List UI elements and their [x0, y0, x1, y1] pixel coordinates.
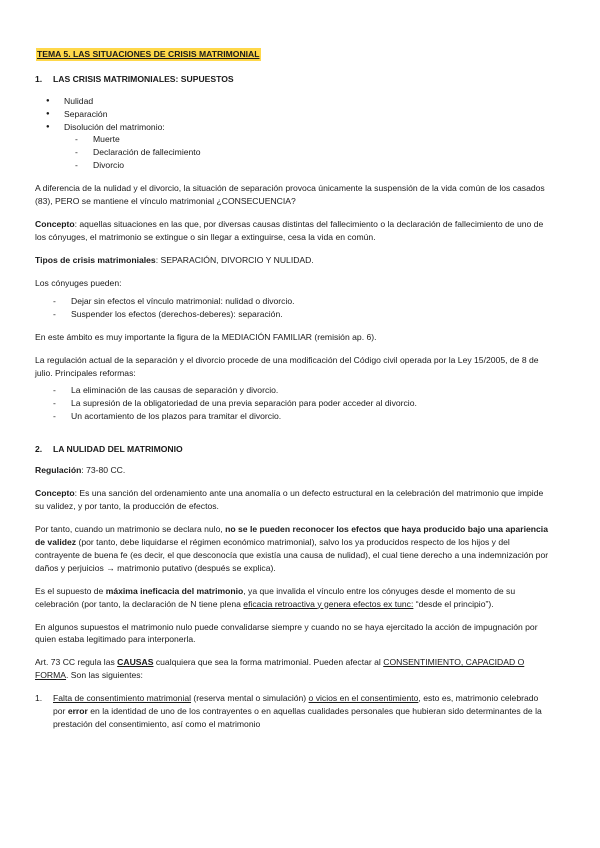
- text-run: “desde el principio”).: [413, 598, 494, 609]
- list-item: - Dejar sin efectos el vínculo matrimonial: nulidad o divorcio.: [35, 295, 550, 308]
- list-item: ● Nulidad: [35, 95, 550, 108]
- regulacion-nulidad-paragraph: [35, 464, 550, 477]
- regulacion-label: Regulación: [35, 465, 82, 476]
- text-run: en la identidad de uno de los contrayentes o en aquellas cualidades personales que hubieran sido determinantes de la prestación del consentimiento, así como el matrimonio: [53, 705, 542, 729]
- conyuges-intro: Los cónyuges pueden:: [35, 277, 122, 288]
- regulacion-paragraph: La regulación actual de la separación y el divorcio procede de una modificación del Código civil operada por la Ley 15/2005, de 8 de julio. Principales reformas:: [35, 355, 539, 379]
- list-item: - Muerte: [35, 133, 550, 146]
- dissolution-sublist: [35, 133, 550, 172]
- tipos-label: Tipos de crisis matrimoniales: [35, 254, 156, 265]
- section-2-heading: [35, 443, 550, 456]
- efectos-paragraph: [35, 523, 550, 575]
- bold-run: error: [67, 705, 88, 716]
- section-2-title: LA NULIDAD DEL MATRIMONIO: [53, 443, 183, 454]
- bold-underlined-run: CAUSAS: [117, 657, 154, 668]
- underlined-run: CONSENTIMIENTO, CAPACIDAD O FORMA: [35, 657, 525, 681]
- text-run: Es el supuesto de: [35, 585, 106, 596]
- concepto-label: Concepto: [35, 488, 75, 499]
- bold-run: no se le pueden reconocer los efectos que haya producido bajo una apariencia de validez: [35, 524, 548, 548]
- underlined-run: Falta de consentimiento matrimonial: [53, 693, 192, 704]
- underlined-run: o vicios en el consentimiento: [308, 693, 419, 704]
- list-item: - La eliminación de las causas de separación y divorcio.: [35, 384, 550, 397]
- text-run: Art. 73 CC regula las: [35, 657, 118, 668]
- item-text: [53, 692, 550, 731]
- list-item: - La supresión de la obligatoriedad de una previa separación para poder acceder al divorcio.: [35, 397, 550, 410]
- section-2-number: 2.: [35, 443, 43, 454]
- list-item: - Un acortamiento de los plazos para tramitar el divorcio.: [35, 410, 550, 423]
- separation-paragraph: A diferencia de la nulidad y el divorcio, la situación de separación provoca únicamente la suspensión de la vida común de los casados (83), PERO se mantiene el vínculo matrimonial ¿CONSECUENCIA?: [35, 183, 545, 207]
- conyuges-list: [35, 295, 550, 321]
- concepto-text: : Es una sanción del ordenamiento ante una anomalía o un defecto estructural en la celebración del matrimonio que impide su validez, y por tanto, la producción de efectos.: [35, 488, 544, 512]
- list-item: ● Separación: [35, 108, 550, 121]
- tipos-paragraph: [35, 254, 550, 267]
- document-title: TEMA 5. LAS SITUACIONES DE CRISIS MATRIMONIAL: [37, 49, 260, 59]
- concepto-label: Concepto: [35, 218, 75, 229]
- bold-run: máxima ineficacia del matrimonio: [105, 585, 244, 596]
- list-item: - Suspender los efectos (derechos-deberes): separación.: [35, 308, 550, 321]
- concepto-text: : aquellas situaciones en las que, por diversas causas distintas del fallecimiento o la declaración de fallecimiento de uno de los cónyuges, el matrimonio se extingue o sin llegar a extinguirse, cesa la vida en común.: [35, 218, 544, 242]
- text-run: cualquiera que sea la forma matrimonial. Pueden afectar al: [153, 657, 384, 668]
- ineficacia-paragraph: [35, 585, 550, 611]
- text-run: , esto es, matrimonio celebrado por: [53, 693, 539, 716]
- regulacion-text: : 73-80 CC.: [81, 465, 126, 476]
- section-1-title: LAS CRISIS MATRIMONIALES: SUPUESTOS: [53, 73, 234, 84]
- text-run: (reserva mental o simulación): [191, 693, 309, 704]
- list-item: - Divorcio: [35, 159, 550, 172]
- reformas-list: [35, 384, 550, 423]
- list-item: - Declaración de fallecimiento: [35, 146, 550, 159]
- concepto-nulidad-paragraph: [35, 487, 550, 513]
- text-run: , ya que invalida el vínculo entre los cónyuges desde el momento de su celebración (por tanto, la declaración de N tiene plena: [35, 585, 516, 609]
- section-1-number: 1.: [35, 73, 43, 84]
- text-run: . Son las siguientes:: [66, 670, 143, 681]
- text-run: Por tanto, cuando un matrimonio se declara nulo,: [35, 524, 226, 535]
- convalidacion-paragraph: En algunos supuestos el matrimonio nulo puede convalidarse siempre y cuando no se haya ejercitado la acción de impugnación por quien estaba legitimado para interponerla.: [35, 621, 538, 645]
- item-number: 1.: [35, 693, 43, 704]
- causa-item-1: [35, 692, 550, 731]
- text-run: (por tanto, debe liquidarse el régimen económico matrimonial), salvo los ya producidos respecto de los hijos y del contrayente de buena fe (es decir, el que desconocía que existía una causa de nulidad), el cual tiene derecho a una indemnización por daños y perjuicios → matrimonio putativo (después se explica).: [35, 537, 549, 573]
- mediacion-paragraph: En este ámbito es muy importante la figura de la MEDIACIÓN FAMILIAR (remisión ap. 6).: [35, 332, 377, 343]
- tipos-text: : SEPARACIÓN, DIVORCIO Y NULIDAD.: [155, 254, 314, 265]
- concepto-paragraph: [35, 218, 550, 244]
- section-1-heading: [35, 73, 550, 86]
- underlined-run: eficacia retroactiva y genera efectos ex tunc:: [243, 598, 414, 609]
- crisis-types-list: [35, 95, 550, 134]
- causas-paragraph: [35, 656, 550, 682]
- list-item: ● Disolución del matrimonio:: [35, 121, 550, 134]
